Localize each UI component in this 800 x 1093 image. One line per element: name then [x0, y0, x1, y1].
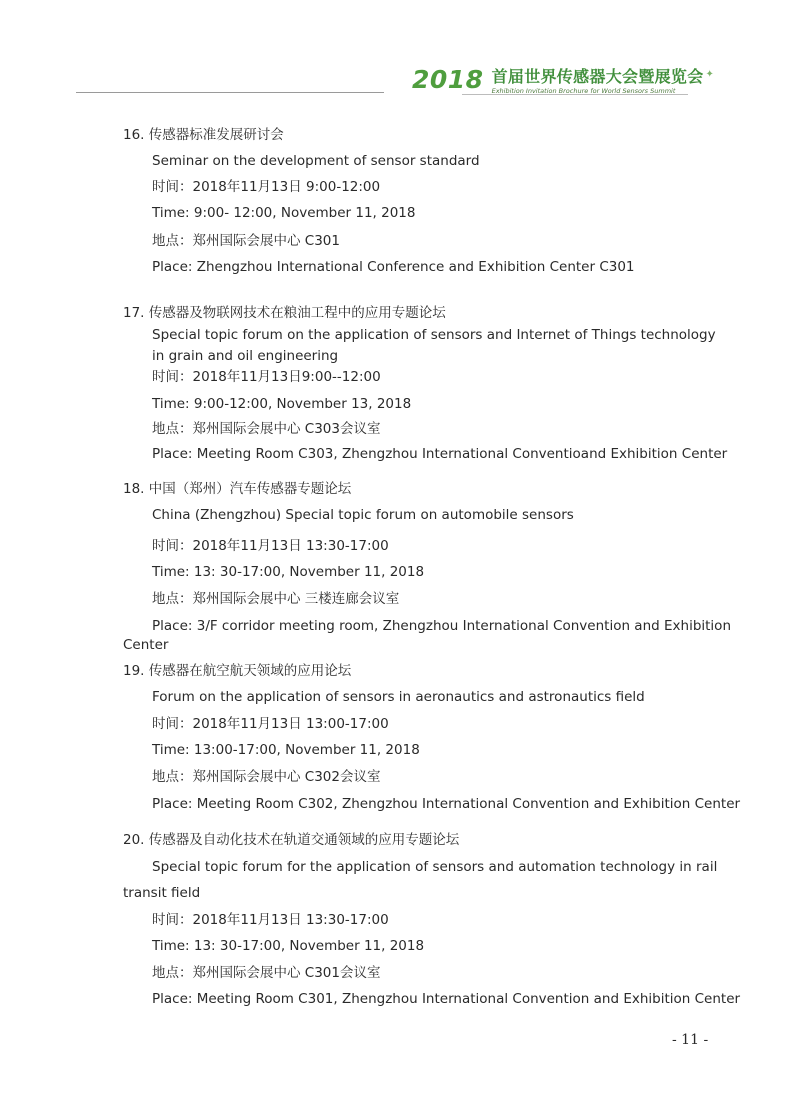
- header-title-block: [492, 68, 704, 95]
- item-english: China (Zhengzhou) Special topic forum on automobile sensors: [152, 507, 574, 523]
- header-rule: [76, 92, 384, 93]
- item-english: Seminar on the development of sensor standard: [152, 153, 480, 169]
- item-place-en: Place: Meeting Room C301, Zhengzhou International Convention and Exhibition Center: [152, 991, 741, 1007]
- item-heading: 19. 传感器在航空航天领域的应用论坛: [123, 663, 352, 679]
- item-time-en: Time: 13: 30-17:00, November 11, 2018: [152, 564, 425, 580]
- item-time-en: Time: 13: 30-17:00, November 11, 2018: [152, 938, 425, 954]
- item-time-cn: 时间：2018年11月13日 9:00-12:00: [152, 179, 381, 195]
- item-place-en: Place: 3/F corridor meeting room, Zhengzhou International Convention and Exhibition: [152, 618, 731, 634]
- item-heading: 17. 传感器及物联网技术在粮油工程中的应用专题论坛: [123, 305, 446, 321]
- item-english: Forum on the application of sensors in aeronautics and astronautics field: [152, 689, 645, 705]
- item-english: in grain and oil engineering: [152, 348, 339, 364]
- item-english: Special topic forum for the application of sensors and automation technology in rail: [152, 859, 718, 875]
- header-year: 2018: [412, 65, 484, 94]
- item-time-en: Time: 9:00-12:00, November 13, 2018: [152, 396, 412, 412]
- item-time-en: Time: 9:00- 12:00, November 11, 2018: [152, 205, 416, 221]
- header-subtitle: Exhibition Invitation Brochure for World Sensors Summit: [491, 87, 676, 95]
- item-heading: 20. 传感器及自动化技术在轨道交通领域的应用专题论坛: [123, 832, 460, 848]
- item-place-en: Place: Zhengzhou International Conference and Exhibition Center C301: [152, 259, 635, 275]
- item-time-cn: 时间：2018年11月13日 13:00-17:00: [152, 716, 389, 732]
- header-brand: [412, 66, 714, 98]
- item-place-en: Place: Meeting Room C303, Zhengzhou International Conventioand Exhibition Center: [152, 446, 728, 462]
- item-heading: 18. 中国（郑州）汽车传感器专题论坛: [123, 481, 352, 497]
- item-place-cn: 地点：郑州国际会展中心 C302会议室: [152, 769, 381, 785]
- item-place-cn: 地点：郑州国际会展中心 C301会议室: [152, 965, 381, 981]
- page-number: - 11 -: [672, 1032, 709, 1048]
- item-place-en: Place: Meeting Room C302, Zhengzhou International Convention and Exhibition Center: [152, 796, 741, 812]
- item-time-cn: 时间：2018年11月13日 13:30-17:00: [152, 912, 389, 928]
- item-place-cn: 地点：郑州国际会展中心 C301: [152, 233, 340, 249]
- header-title: 首届世界传感器大会暨展览会: [491, 67, 704, 86]
- item-time-cn: 时间：2018年11月13日9:00--12:00: [152, 369, 381, 385]
- item-place-cn: 地点：郑州国际会展中心 C303会议室: [152, 421, 381, 437]
- item-place-cn: 地点：郑州国际会展中心 三楼连廊会议室: [152, 591, 400, 607]
- item-time-en: Time: 13:00-17:00, November 11, 2018: [152, 742, 420, 758]
- item-heading: 16. 传感器标准发展研讨会: [123, 127, 284, 143]
- item-place-en: Center: [123, 637, 169, 653]
- item-english: Special topic forum on the application of sensors and Internet of Things technology: [152, 327, 716, 343]
- item-english: transit field: [123, 885, 201, 901]
- item-time-cn: 时间：2018年11月13日 13:30-17:00: [152, 538, 389, 554]
- sparkle-icon: ✦: [705, 69, 714, 80]
